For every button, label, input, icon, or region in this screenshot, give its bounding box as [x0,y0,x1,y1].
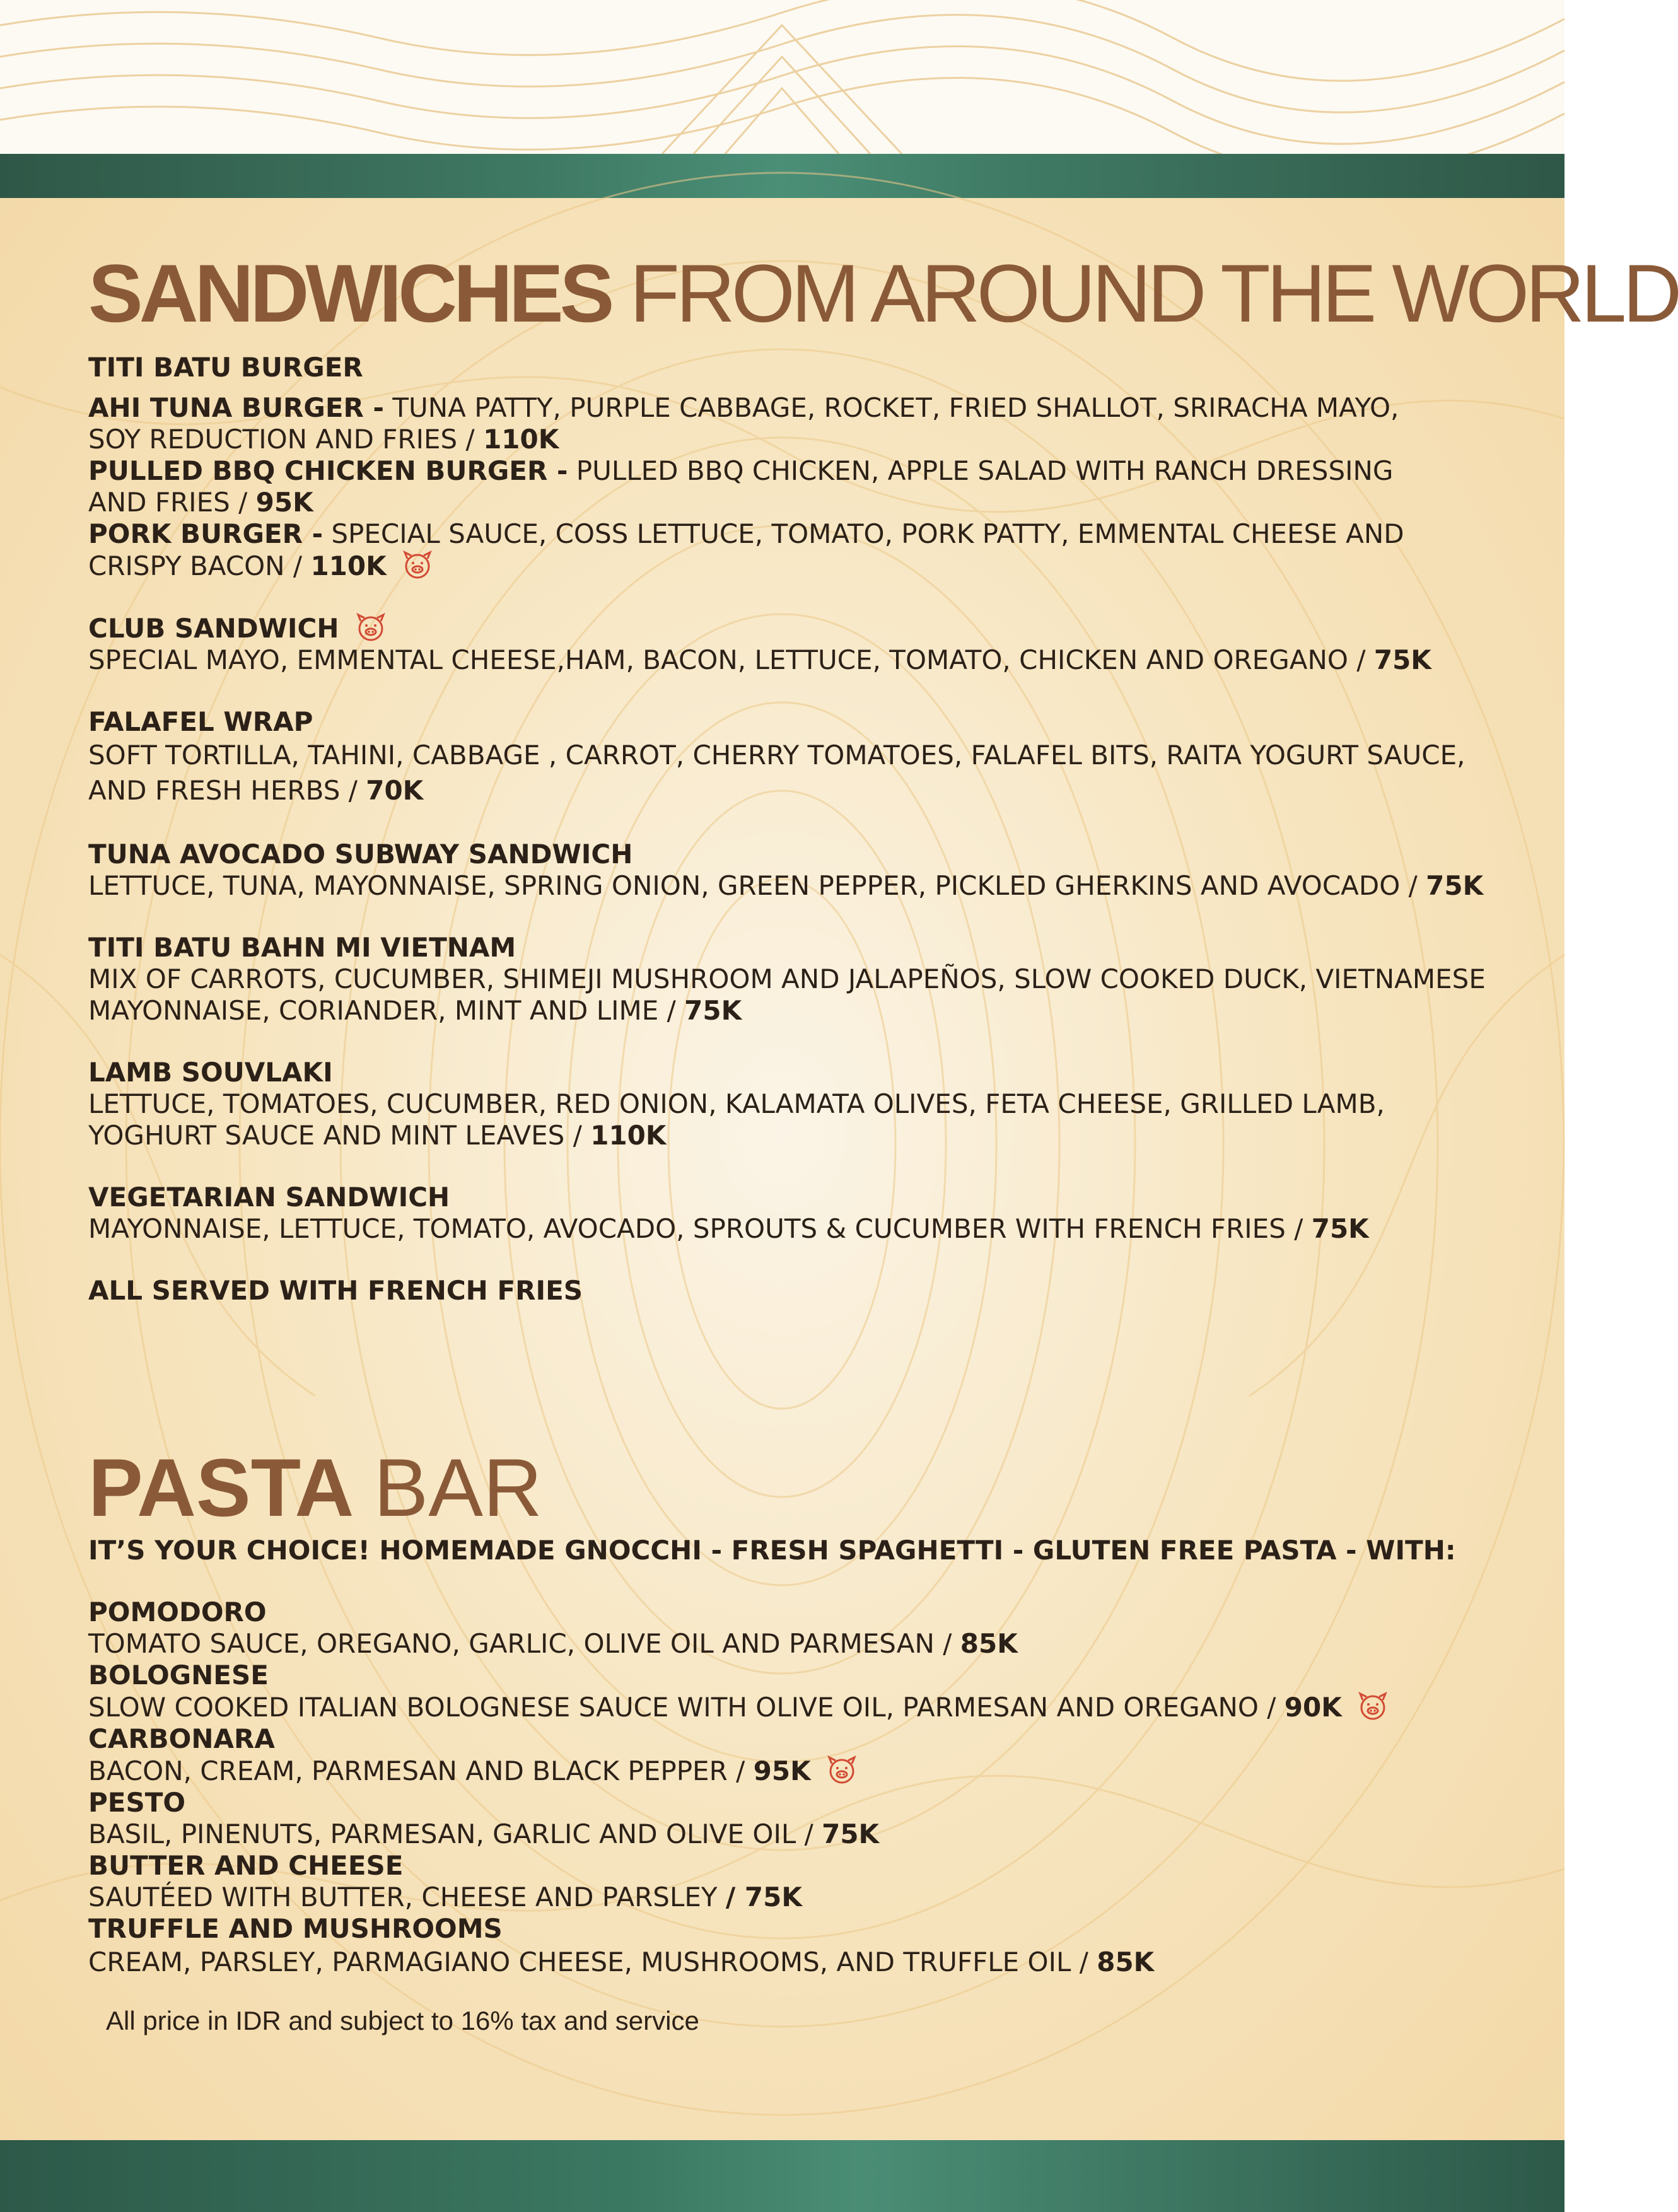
menu-item-truffle-and-mushrooms: TRUFFLE AND MUSHROOMS [88,1913,503,1944]
item-desc: PULLED BBQ CHICKEN, APPLE SALAD WITH RANCH DRESSING [576,455,1394,486]
item-price: 70K [366,775,424,806]
menu-item-pesto: PESTO [88,1787,186,1818]
item-price: 85K [960,1628,1018,1659]
item-desc: SAUTÉED WITH BUTTER, CHEESE AND PARSLEY [88,1882,718,1912]
item-price: 75K [1426,870,1484,901]
item-price: 110K [590,1120,667,1151]
item-desc: MAYONNAISE, CORIANDER, MINT AND LIME / [88,995,676,1026]
item-desc-pomodoro [88,1628,1520,1660]
item-desc-falafel [88,738,1520,808]
sandwiches-note: ALL SERVED WITH FRENCH FRIES [88,1275,583,1306]
sandwiches-title [88,246,1678,341]
item-desc: MAYONNAISE, LETTUCE, TOMATO, AVOCADO, SPROUTS & CUCUMBER WITH FRENCH FRIES / [88,1213,1303,1244]
pig-icon [354,612,387,643]
menu-item-club-sandwich [88,612,1520,644]
bottom-green-band [0,2140,1564,2212]
item-desc: AND FRESH HERBS / [88,775,358,806]
pasta-title [88,1440,1520,1535]
item-desc: LETTUCE, TUNA, MAYONNAISE, SPRING ONION, GREEN PEPPER, PICKLED GHERKINS AND AVOCADO / [88,870,1418,901]
sandwiches-title-bold: SANDWICHES [88,247,611,339]
item-name: PORK BURGER - [88,518,323,549]
pasta-title-light: BAR [373,1441,542,1534]
menu-content [88,246,1678,2037]
item-desc: YOGHURT SAUCE AND MINT LEAVES / [88,1120,582,1151]
item-desc: SOFT TORTILLA, TAHINI, CABBAGE , CARROT, CHERRY TOMATOES, FALAFEL BITS, RAITA YOGURT SAUCE, [88,740,1465,771]
pasta-intro: IT’S YOUR CHOICE! HOMEMADE GNOCCHI - FRESH SPAGHETTI - GLUTEN FREE PASTA - WITH: [88,1535,1456,1566]
item-price: 75K [822,1819,880,1849]
item-desc-banh-mi [88,963,1520,1027]
item-desc: AND FRIES / [88,487,248,518]
menu-item-bolognese: BOLOGNESE [88,1660,269,1691]
menu-item-ahi-tuna-burger [88,392,1520,455]
item-price: 75K [684,995,742,1026]
item-price: 110K [483,424,559,455]
pasta-list [88,1597,1520,1980]
menu-item-falafel-wrap: FALAFEL WRAP [88,706,313,737]
item-price: 75K [1373,644,1431,675]
item-price: 95K [753,1755,811,1786]
item-desc: BASIL, PINENUTS, PARMESAN, GARLIC AND OLIVE OIL / [88,1819,813,1849]
item-desc-truffle-and-mushrooms [88,1945,1520,1980]
top-decorative-area [0,0,1564,154]
item-desc-pesto [88,1819,1520,1850]
item-desc: BACON, CREAM, PARMESAN AND BLACK PEPPER / [88,1755,745,1786]
item-desc: CRISPY BACON / [88,550,303,581]
item-desc-carbonara [88,1755,1520,1787]
item-desc: MIX OF CARROTS, CUCUMBER, SHIMEJI MUSHROOM AND JALAPEÑOS, SLOW COOKED DUCK, VIETNAMESE [88,963,1486,994]
item-desc-bolognese [88,1691,1520,1723]
item-price: 90K [1284,1692,1342,1723]
menu-item-pork-burger [88,518,1520,582]
menu-item-butter-and-cheese: BUTTER AND CHEESE [88,1850,404,1881]
item-price: 75K [1311,1213,1369,1244]
price-footnote: All price in IDR and subject to 16% tax and service [106,2006,699,2035]
item-price: / 75K [725,1882,802,1912]
item-desc: SLOW COOKED ITALIAN BOLOGNESE SAUCE WITH OLIVE OIL, PARMESAN AND OREGANO / [88,1692,1276,1723]
item-desc: TOMATO SAUCE, OREGANO, GARLIC, OLIVE OIL AND PARMESAN / [88,1628,952,1659]
item-desc-butter-and-cheese [88,1882,1520,1913]
item-desc-vegetarian [88,1213,1520,1245]
item-desc: SPECIAL SAUCE, COSS LETTUCE, TOMATO, PORK PATTY, EMMENTAL CHEESE AND [331,518,1404,549]
menu-item-pomodoro: POMODORO [88,1597,267,1627]
item-desc: SPECIAL MAYO, EMMENTAL CHEESE,HAM, BACON, LETTUCE, TOMATO, CHICKEN AND OREGANO / [88,644,1366,675]
top-pattern [0,0,1564,154]
item-price: 110K [310,550,387,581]
item-desc: SOY REDUCTION AND FRIES / [88,424,475,455]
menu-item-banh-mi: TITI BATU BAHN MI VIETNAM [88,932,516,963]
item-name: AHI TUNA BURGER - [88,392,384,423]
item-desc-tuna-avocado [88,870,1520,902]
menu-item-tuna-avocado-subway-sandwich: TUNA AVOCADO SUBWAY SANDWICH [88,839,633,870]
item-desc-club [88,644,1520,676]
menu-item-pulled-bbq-chicken-burger [88,455,1520,518]
item-price: 85K [1097,1947,1155,1977]
pig-icon [825,1755,858,1785]
item-name: CLUB SANDWICH [88,613,339,644]
burger-group-heading: TITI BATU BURGER [88,352,363,383]
item-name: PULLED BBQ CHICKEN BURGER - [88,455,568,486]
menu-item-vegetarian-sandwich: VEGETARIAN SANDWICH [88,1182,450,1213]
item-desc: CREAM, PARSLEY, PARMAGIANO CHEESE, MUSHROOMS, AND TRUFFLE OIL / [88,1947,1088,1977]
item-desc: LETTUCE, TOMATOES, CUCUMBER, RED ONION, KALAMATA OLIVES, FETA CHEESE, GRILLED LAMB, [88,1088,1385,1119]
item-desc: TUNA PATTY, PURPLE CABBAGE, ROCKET, FRIED SHALLOT, SRIRACHA MAYO, [392,392,1399,423]
menu-item-carbonara: CARBONARA [88,1723,275,1754]
item-price: 95K [255,487,313,518]
pasta-title-bold: PASTA [88,1441,351,1534]
pig-icon [1356,1691,1389,1721]
top-green-band [0,154,1564,198]
pig-icon [401,550,434,580]
sandwiches-title-light: FROM AROUND THE WORLD [629,247,1678,339]
item-desc-souvlaki [88,1088,1520,1151]
menu-item-lamb-souvlaki: LAMB SOUVLAKI [88,1057,333,1088]
